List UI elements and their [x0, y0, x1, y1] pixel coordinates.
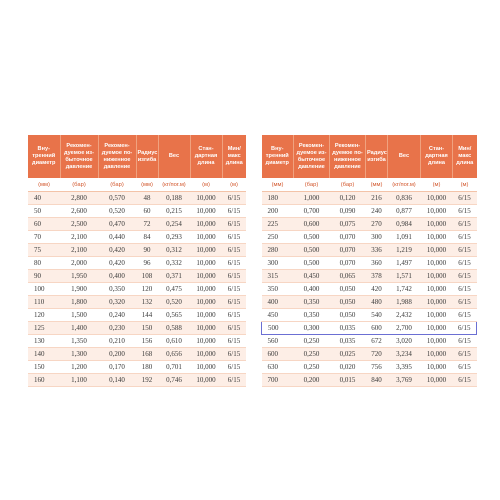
table-cell: 1,497 [388, 257, 421, 270]
table-cell: 10,000 [421, 218, 453, 231]
table-cell: 120 [28, 309, 60, 322]
table-cell: 120 [136, 283, 158, 296]
table-cell: 0,065 [330, 270, 366, 283]
table-cell: 1,500 [60, 309, 98, 322]
table-cell: 50 [28, 205, 60, 218]
table-cell: 3,395 [388, 361, 421, 374]
spec-table-left [28, 135, 246, 387]
unit-bar: (бар) [294, 178, 330, 192]
table-row [28, 361, 246, 374]
table-cell: 6/15 [222, 205, 246, 218]
table-cell: 3,234 [388, 348, 421, 361]
table-row [262, 309, 477, 322]
table-cell: 6/15 [453, 257, 477, 270]
table-cell: 240 [366, 205, 388, 218]
table-cell: 6/15 [453, 374, 477, 387]
table-cell: 10,000 [190, 231, 222, 244]
table-cell: 2,432 [388, 309, 421, 322]
table-cell: 10,000 [421, 257, 453, 270]
table-cell: 10,000 [190, 348, 222, 361]
table-row [262, 348, 477, 361]
table-cell: 0,254 [158, 218, 190, 231]
table-cell: 6/15 [453, 283, 477, 296]
table-cell: 300 [262, 257, 294, 270]
table-cell: 6/15 [222, 335, 246, 348]
table-cell: 70 [28, 231, 60, 244]
table-cell: 6/15 [453, 309, 477, 322]
table-row [262, 257, 477, 270]
table-cell: 2,600 [60, 205, 98, 218]
table-cell: 1,200 [60, 361, 98, 374]
table-cell: 700 [262, 374, 294, 387]
table-cell: 10,000 [190, 218, 222, 231]
table-row [262, 218, 477, 231]
table-cell: 0,420 [98, 244, 136, 257]
table-cell: 6/15 [453, 361, 477, 374]
table-row [28, 244, 246, 257]
table-cell: 0,450 [294, 270, 330, 283]
table-cell: 10,000 [190, 374, 222, 387]
table-cell: 0,250 [294, 361, 330, 374]
table-cell: 0,371 [158, 270, 190, 283]
table-cell: 0,475 [158, 283, 190, 296]
table-cell: 1,742 [388, 283, 421, 296]
table-cell: 1,988 [388, 296, 421, 309]
table-cell: 0,701 [158, 361, 190, 374]
table-cell: 10,000 [190, 244, 222, 257]
unit-bar: (бар) [330, 178, 366, 192]
table-cell: 0,020 [330, 361, 366, 374]
spec-table-right [261, 135, 477, 387]
table-cell: 0,015 [330, 374, 366, 387]
table-cell: 10,000 [421, 270, 453, 283]
table-cell: 168 [136, 348, 158, 361]
unit-m: (м) [453, 178, 477, 192]
table-cell: 2,000 [60, 257, 98, 270]
units-row [28, 178, 246, 192]
table-cell: 0,565 [158, 309, 190, 322]
table-row [28, 270, 246, 283]
table-cell: 0,070 [330, 231, 366, 244]
table-cell: 0,500 [294, 244, 330, 257]
table-cell: 720 [366, 348, 388, 361]
table-cell: 10,000 [421, 296, 453, 309]
table-cell: 2,100 [60, 244, 98, 257]
table-cell: 1,219 [388, 244, 421, 257]
table-cell: 84 [136, 231, 158, 244]
header-standard-length: Стан- дартная длина [421, 135, 453, 178]
table-cell: 48 [136, 192, 158, 205]
table-cell: 180 [262, 192, 294, 205]
table-cell: 0,746 [158, 374, 190, 387]
table-cell: 2,700 [388, 322, 421, 335]
table-cell: 450 [262, 309, 294, 322]
header-min-max-length: Мин/ макс длина [453, 135, 477, 178]
header-row [28, 135, 246, 178]
table-cell: 110 [28, 296, 60, 309]
table-cell: 0,984 [388, 218, 421, 231]
table-cell: 144 [136, 309, 158, 322]
table-cell: 0,520 [158, 296, 190, 309]
table-cell: 6/15 [222, 322, 246, 335]
units-row [262, 178, 477, 192]
table-cell: 0,420 [98, 257, 136, 270]
table-cell: 10,000 [190, 205, 222, 218]
table-cell: 6/15 [453, 296, 477, 309]
unit-mm: (мм) [28, 178, 60, 192]
table-cell: 10,000 [421, 309, 453, 322]
table-row [28, 309, 246, 322]
header-inner-diameter: Вну- тренний диаметр [262, 135, 294, 178]
table-cell: 60 [136, 205, 158, 218]
header-min-max-length: Мин/ макс длина [222, 135, 246, 178]
table-cell: 6/15 [453, 192, 477, 205]
table-cell: 600 [366, 322, 388, 335]
table-row [28, 322, 246, 335]
table-cell: 0,120 [330, 192, 366, 205]
table-cell: 0,836 [388, 192, 421, 205]
table-cell: 0,250 [294, 348, 330, 361]
table-cell: 0,075 [330, 218, 366, 231]
table-cell: 600 [262, 348, 294, 361]
table-cell: 75 [28, 244, 60, 257]
table-cell: 6/15 [222, 244, 246, 257]
table-cell: 420 [366, 283, 388, 296]
table-row [262, 205, 477, 218]
table-cell: 0,200 [98, 348, 136, 361]
table-row [262, 270, 477, 283]
table-cell: 2,800 [60, 192, 98, 205]
table-cell: 1,300 [60, 348, 98, 361]
table-row [262, 192, 477, 205]
table-cell: 1,091 [388, 231, 421, 244]
table-cell: 125 [28, 322, 60, 335]
table-cell: 10,000 [190, 296, 222, 309]
unit-bar: (бар) [98, 178, 136, 192]
table-cell: 0,070 [330, 257, 366, 270]
table-cell: 10,000 [421, 192, 453, 205]
table-row [28, 218, 246, 231]
table-cell: 0,350 [98, 283, 136, 296]
header-standard-length: Стан- дартная длина [190, 135, 222, 178]
table-cell: 6/15 [222, 218, 246, 231]
table-cell: 10,000 [421, 374, 453, 387]
header-recommended-overpressure: Рекомен- дуемое из- быточное давление [294, 135, 330, 178]
table-cell: 6/15 [453, 218, 477, 231]
table-cell: 10,000 [190, 361, 222, 374]
table-cell: 60 [28, 218, 60, 231]
table-cell: 132 [136, 296, 158, 309]
table-cell: 1,100 [60, 374, 98, 387]
table-cell: 10,000 [190, 309, 222, 322]
table-cell: 10,000 [190, 270, 222, 283]
header-recommended-overpressure: Рекомен- дуемое из- быточное давление [60, 135, 98, 178]
table-row [28, 348, 246, 361]
unit-m: (м) [190, 178, 222, 192]
table-row [262, 374, 477, 387]
table-cell: 280 [262, 244, 294, 257]
table-cell: 0,400 [294, 283, 330, 296]
table-cell: 0,070 [330, 244, 366, 257]
table-cell: 6/15 [453, 231, 477, 244]
table-cell: 160 [28, 374, 60, 387]
table-cell: 6/15 [453, 335, 477, 348]
table-row [28, 231, 246, 244]
unit-mm: (мм) [262, 178, 294, 192]
table-cell: 315 [262, 270, 294, 283]
table-cell: 672 [366, 335, 388, 348]
table-cell: 10,000 [190, 322, 222, 335]
header-weight: Вес [388, 135, 421, 178]
table-cell: 0,035 [330, 322, 366, 335]
table-row [28, 335, 246, 348]
table-cell: 1,900 [60, 283, 98, 296]
table-row [28, 296, 246, 309]
table-cell: 0,240 [98, 309, 136, 322]
table-cell: 0,700 [294, 205, 330, 218]
table-cell: 840 [366, 374, 388, 387]
header-recommended-underpressure: Рекомен- дуемое по- ниженное давление [98, 135, 136, 178]
table-cell: 756 [366, 361, 388, 374]
spec-table-right-body [262, 192, 477, 387]
table-cell: 270 [366, 218, 388, 231]
table-row [28, 205, 246, 218]
table-cell: 108 [136, 270, 158, 283]
header-inner-diameter: Вну- тренний диаметр [28, 135, 60, 178]
table-cell: 156 [136, 335, 158, 348]
table-row [28, 257, 246, 270]
table-cell: 72 [136, 218, 158, 231]
table-row-highlighted [262, 322, 477, 335]
table-cell: 2,500 [60, 218, 98, 231]
table-cell: 0,210 [98, 335, 136, 348]
table-cell: 6/15 [453, 348, 477, 361]
unit-mm: (мм) [136, 178, 158, 192]
table-cell: 3,020 [388, 335, 421, 348]
spec-table-left-body [28, 192, 246, 387]
table-cell: 0,877 [388, 205, 421, 218]
table-cell: 0,170 [98, 361, 136, 374]
unit-kg-per-m: (кг/пог.м) [158, 178, 190, 192]
header-row [262, 135, 477, 178]
table-cell: 2,100 [60, 231, 98, 244]
table-cell: 1,400 [60, 322, 98, 335]
table-cell: 10,000 [421, 361, 453, 374]
table-cell: 0,400 [98, 270, 136, 283]
table-cell: 200 [262, 205, 294, 218]
table-cell: 0,440 [98, 231, 136, 244]
table-cell: 630 [262, 361, 294, 374]
header-recommended-underpressure: Рекомен- дуемое по- ниженное давление [330, 135, 366, 178]
table-cell: 0,230 [98, 322, 136, 335]
table-cell: 0,656 [158, 348, 190, 361]
table-cell: 1,950 [60, 270, 98, 283]
table-cell: 80 [28, 257, 60, 270]
table-cell: 6/15 [453, 270, 477, 283]
table-cell: 560 [262, 335, 294, 348]
table-cell: 6/15 [222, 231, 246, 244]
table-cell: 250 [262, 231, 294, 244]
table-cell: 6/15 [453, 322, 477, 335]
table-cell: 225 [262, 218, 294, 231]
table-cell: 0,140 [98, 374, 136, 387]
table-row [28, 192, 246, 205]
table-cell: 378 [366, 270, 388, 283]
table-cell: 10,000 [190, 192, 222, 205]
table-cell: 0,470 [98, 218, 136, 231]
table-cell: 90 [28, 270, 60, 283]
table-cell: 10,000 [190, 257, 222, 270]
table-cell: 10,000 [421, 348, 453, 361]
table-cell: 10,000 [421, 244, 453, 257]
table-cell: 500 [262, 322, 294, 335]
table-cell: 0,200 [294, 374, 330, 387]
table-cell: 6/15 [222, 296, 246, 309]
table-cell: 6/15 [222, 361, 246, 374]
table-cell: 0,250 [294, 335, 330, 348]
table-cell: 216 [366, 192, 388, 205]
table-cell: 100 [28, 283, 60, 296]
table-cell: 0,610 [158, 335, 190, 348]
table-cell: 0,050 [330, 309, 366, 322]
table-cell: 1,571 [388, 270, 421, 283]
table-cell: 40 [28, 192, 60, 205]
table-cell: 0,500 [294, 231, 330, 244]
table-cell: 0,188 [158, 192, 190, 205]
table-row [262, 231, 477, 244]
table-cell: 90 [136, 244, 158, 257]
table-cell: 6/15 [222, 348, 246, 361]
table-row [262, 283, 477, 296]
table-cell: 6/15 [222, 374, 246, 387]
table-cell: 300 [366, 231, 388, 244]
table-cell: 10,000 [421, 335, 453, 348]
table-cell: 0,293 [158, 231, 190, 244]
table-row [262, 335, 477, 348]
table-cell: 0,300 [294, 322, 330, 335]
table-cell: 0,350 [294, 309, 330, 322]
unit-m: (м) [222, 178, 246, 192]
table-cell: 0,588 [158, 322, 190, 335]
table-cell: 130 [28, 335, 60, 348]
table-cell: 10,000 [190, 335, 222, 348]
table-cell: 150 [28, 361, 60, 374]
table-cell: 0,570 [98, 192, 136, 205]
table-cell: 0,600 [294, 218, 330, 231]
table-row [28, 283, 246, 296]
table-cell: 10,000 [421, 322, 453, 335]
table-cell: 10,000 [190, 283, 222, 296]
table-cell: 1,000 [294, 192, 330, 205]
table-row [262, 244, 477, 257]
table-cell: 140 [28, 348, 60, 361]
table-cell: 192 [136, 374, 158, 387]
table-cell: 0,500 [294, 257, 330, 270]
table-cell: 0,025 [330, 348, 366, 361]
table-cell: 6/15 [222, 270, 246, 283]
unit-m: (м) [421, 178, 453, 192]
table-cell: 0,050 [330, 283, 366, 296]
table-row [28, 374, 246, 387]
table-cell: 540 [366, 309, 388, 322]
table-cell: 10,000 [421, 231, 453, 244]
table-cell: 0,215 [158, 205, 190, 218]
table-cell: 480 [366, 296, 388, 309]
table-cell: 0,035 [330, 335, 366, 348]
table-cell: 1,350 [60, 335, 98, 348]
table-cell: 0,320 [98, 296, 136, 309]
table-cell: 10,000 [421, 283, 453, 296]
unit-kg-per-m: (кг/пог.м) [388, 178, 421, 192]
table-cell: 96 [136, 257, 158, 270]
table-cell: 150 [136, 322, 158, 335]
table-cell: 400 [262, 296, 294, 309]
table-cell: 6/15 [453, 205, 477, 218]
table-cell: 10,000 [421, 205, 453, 218]
table-cell: 350 [262, 283, 294, 296]
table-cell: 336 [366, 244, 388, 257]
table-cell: 6/15 [222, 309, 246, 322]
table-cell: 0,090 [330, 205, 366, 218]
table-cell: 1,800 [60, 296, 98, 309]
table-cell: 360 [366, 257, 388, 270]
table-cell: 6/15 [222, 257, 246, 270]
table-cell: 0,332 [158, 257, 190, 270]
unit-mm: (мм) [366, 178, 388, 192]
table-cell: 6/15 [453, 244, 477, 257]
table-cell: 3,769 [388, 374, 421, 387]
table-cell: 6/15 [222, 192, 246, 205]
header-weight: Вес [158, 135, 190, 178]
table-row [262, 361, 477, 374]
unit-bar: (бар) [60, 178, 98, 192]
table-cell: 0,520 [98, 205, 136, 218]
table-cell: 6/15 [222, 283, 246, 296]
header-bend-radius: Радиус изгиба [136, 135, 158, 178]
table-cell: 0,350 [294, 296, 330, 309]
table-cell: 0,050 [330, 296, 366, 309]
table-cell: 0,312 [158, 244, 190, 257]
table-row [262, 296, 477, 309]
table-cell: 180 [136, 361, 158, 374]
header-bend-radius: Радиус изгиба [366, 135, 388, 178]
